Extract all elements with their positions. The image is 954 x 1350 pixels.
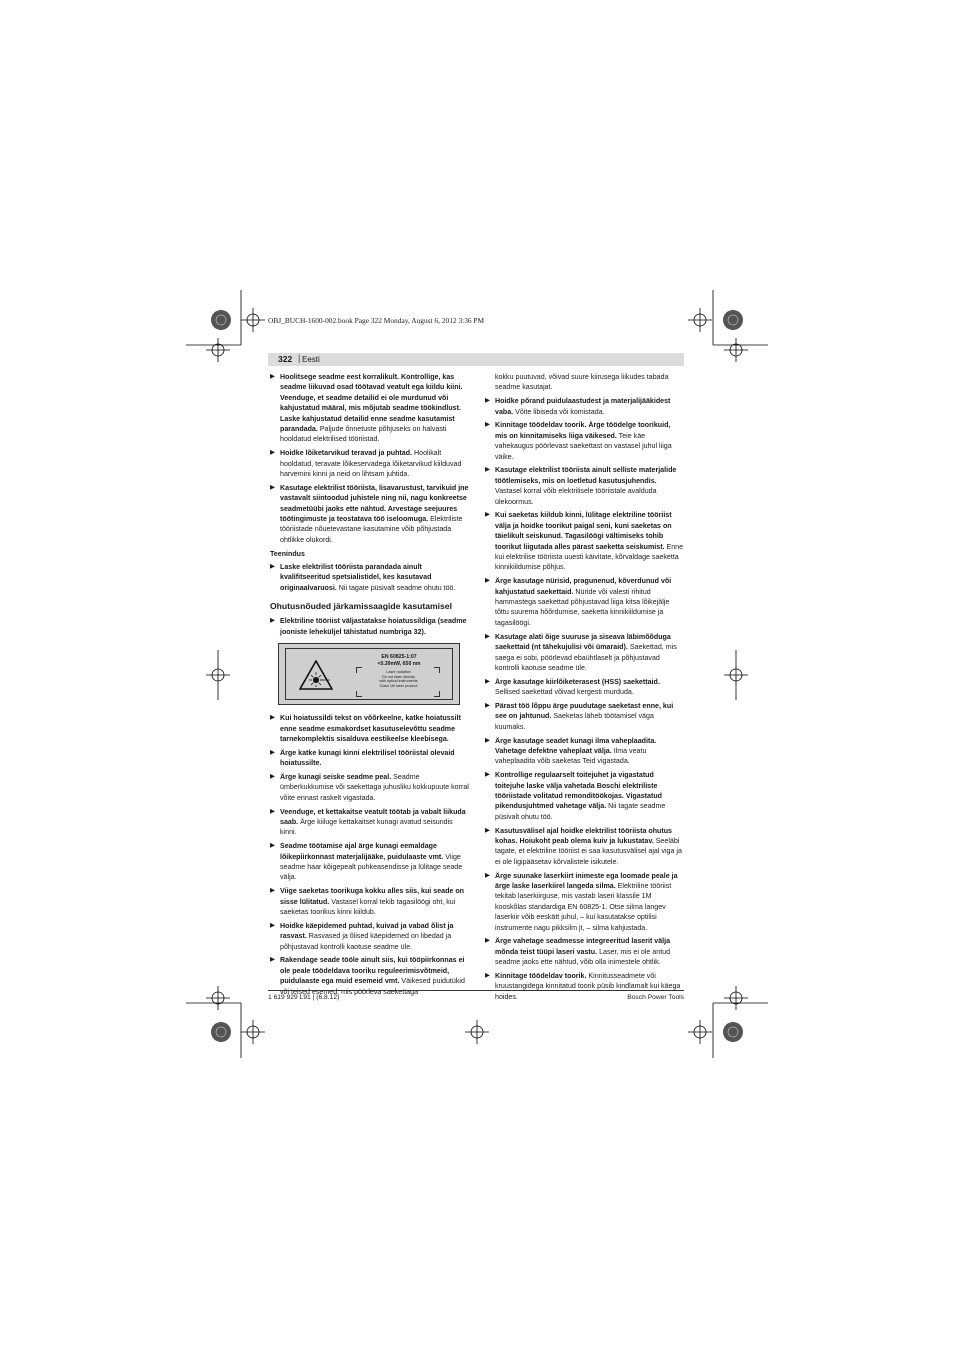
list-item: ▶ Kasutage elektrilist tööriista, lisavarustust, tarvikuid jne vastavalt siintoodud juhistele ning nii, nagu konkreetse seadmetüübi jaoks ette nähtud. Arvestage seejuures töötingimuste ja teostatava töö iseloomuga. Elektriliste tööriistade nõuetevastane kasutamine võib põhjustada ohtlikke olukordi. [270,483,469,544]
triangle-arrow-icon: ▶ [485,871,491,879]
list-item: ▶ Ärge katke kunagi kinni elektrilisel tööriistal olevaid hoiatussilte. [270,748,455,768]
triangle-arrow-icon: ▶ [270,842,276,850]
header-separator: | [298,353,301,363]
list-item: ▶ Ärge kasutage nürisid, pragunenud, kõverdunud või kahjustatud saekettaid. Nüride või valesti rihitud hammastega saekettad põhjustavad liiga kitsa lõikejälje tõttu suurema hõõrdumise, saeketta kinnikiildumise ja tagasilöögi. [485,577,672,627]
list-item: ▶ Kontrollige regulaarselt toitejuhet ja vigastatud toitejuhe laske välja vahetada Boschi elektriliste tööriistade volitatud remonditöökojas. Vigastatud pikendusjuhtmed vahetage välja. Nii tagate seadme püsivalt ohutu töö. [485,771,666,821]
right-column [485,372,684,1006]
triangle-arrow-icon: ▶ [485,466,491,474]
laser-label-warning-text: Laser radiation Do not stare directly with optical instruments Class 1M laser product [379,670,418,688]
safety-list-a [270,372,469,545]
print-slug: OBJ_BUCH-1600-002.book Page 322 Monday, August 6, 2012 3:36 PM [268,316,485,325]
list-item: ▶ Ärge suunake laserkiirt inimeste ega loomade peale ja ärge laske laserkiirel langeda silma. Elektriline tööriist tekitab laserkiirguse, mis vastab laseri klassile 1M kooskõlas standardiga EN 60825-1. Otse silma langev laserkiir võib eeskätt juhul, – kui kasutatakse optilisi instrumente nagu pikksilm jt, – silma kahjustada. [485,871,678,932]
triangle-arrow-icon: ▶ [485,397,491,405]
list-item: ▶ Ärge kasutage kiirlõiketerasest (HSS) saekettaid. Sellised saekettad võivad kergesti murduda. [485,677,660,697]
triangle-arrow-icon: ▶ [270,921,276,929]
triangle-arrow-icon: ▶ [485,771,491,779]
triangle-arrow-icon: ▶ [270,748,276,756]
triangle-arrow-icon: ▶ [270,956,276,964]
list-item: ▶ Pärast töö lõppu ärge puudutage saeketast enne, kui see on jahtunud. Saeketas läheb töötamisel väga kuumaks. [485,701,674,731]
list-item: ▶ Kasutage elektrilist tööriista ainult selliste materjalide töötlemiseks, mis on loetletud kasutusjuhendis. Vastasel korral võib elektrilisele tööriistale avalduda ülekoormus. [485,466,677,506]
list-item: ▶ Ärge vahetage seadmesse integreeritud laserit välja mõnda teist tüüpi laseri vastu. Laser, mis ei ole antud seadme jaoks ette nähtud, võib olla inimestele ohtlik. [485,937,671,967]
footer-rule [268,990,684,991]
list-item: ▶ Veenduge, et kettakaitse veatult töötab ja vabalt liikuda saab. Ärge kiiluge kettakaitset kunagi avatud seisundis kinni. [270,807,466,837]
continuation-text: kokku puutuvad, võivad suure kiirusega liikudes tabada seadme kasutajat. [495,373,669,392]
laser-warning-icon [299,660,333,690]
triangle-arrow-icon: ▶ [270,562,276,570]
triangle-arrow-icon: ▶ [485,511,491,519]
label-corner [434,691,440,697]
triangle-arrow-icon: ▶ [270,373,276,380]
left-column [270,372,469,1000]
safety-list-b [270,713,469,997]
list-item: ▶ Hoidke käepidemed puhtad, kuivad ja vabad õlist ja rasvast. Rasvased ja õlised käepidemed on libedad ja põhjustavad kontrolli kaotuse seadme üle. [270,921,454,951]
triangle-arrow-icon: ▶ [485,736,491,744]
list-item: ▶ Hoolitsege seadme eest korralikult. Kontrollige, kas seadme liikuvad osad töötavad veatult ega kiildu kiini. Veenduge, et seadme detailid ei ole murdunud või kahjustatud määral, mis mõjutab seadme töökindlust. Laske kahjustatud detailid enne seadme kasutamist parandada. Paljude õnnetuste põhjuseks on halvasti hooldatud elektrilised tööriistad. [270,373,463,444]
triangle-arrow-icon: ▶ [485,937,491,945]
triangle-arrow-icon: ▶ [270,449,276,457]
triangle-arrow-icon: ▶ [270,772,276,780]
triangle-arrow-icon: ▶ [485,421,491,429]
list-item: ▶ Viige saeketas toorikuga kokku alles siis, kui seade on sisse lülitatud. Vastasel korral tekib tagasilöögi oht, kui saeketas toorikus kinni kiildub. [270,887,464,916]
list-item: ▶ Elektriline tööriist väljastatakse hoiatussildiga (seadme jooniste leheküljel tähistatud numbriga 32). [270,617,467,636]
label-corner [356,691,362,697]
triangle-arrow-icon: ▶ [485,577,491,585]
triangle-arrow-icon: ▶ [270,714,276,722]
page-number: 322 [278,354,293,364]
list-item: ▶ Hoidke lõiketarvikud teravad ja puhtad. Hoolikalt hooldatud, teravate lõikeservadega lõiketarvikud kiilduvad harvemini kinni ja neid on lihtsam juhtida. [270,449,462,479]
triangle-arrow-icon: ▶ [485,972,491,979]
list-item: ▶ Kasutusvälisel ajal hoidke elektrilist tööriista ohutus kohas. Hoiukoht peab olema kuiv ja lukustatav. Seeläbi tagate, et elektriline tööriist ei saa kasutusvälisel ajal viga ja ei ole ligipääsetav kõrvalistele isikutele. [485,826,682,866]
page-header [268,353,684,366]
triangle-arrow-icon: ▶ [270,617,276,625]
triangle-arrow-icon: ▶ [270,483,276,491]
triangle-arrow-icon: ▶ [270,807,276,815]
triangle-arrow-icon: ▶ [485,632,491,640]
list-item: ▶ Kasutage alati õige suuruse ja siseava läbimõõduga saekettaid (nt tähekujulisi või ümaraid). Saekettad, mis saega ei sobi, pöörlevad ebaühtlaselt ja põhjustavad kontrolli kaotuse seadme üle. [485,632,677,672]
list-item: ▶ Kinnitage töödeldav toorik. Kinnitusseadmete või kruustangidega kinnitatud toorik püsib kindlamalt kui käega hoides. [485,972,681,1001]
list-item: ▶ Kui saeketas kiildub kinni, lülitage elektriline tööriist välja ja hoidke toorikut paigal seni, kuni saeketas on täielikult seiskunud. Tagasilöögi vältimiseks tohib toorikut liigutada alles pärast saeketta seiskumist. Enne kui elektrilise tööriista uuesti käivitate, kõrvaldage saeketta kinnikiildumise põhjus. [485,511,684,572]
teenindus-heading: Teenindus [270,550,305,559]
footer-doc-number: 1 619 929 L91 | (6.8.12) [268,994,340,1001]
laser-label-inner [285,648,453,700]
list-item: ▶ Seadme töötamise ajal ärge kunagi eemaldage lõikepiirkonnast materjalijääke, puidulaaste vmt. Viige seadme haar kõigepealt puhkeasendisse ja lülitage seade välja. [270,842,463,882]
list-item: ▶ Hoidke põrand puidulaastudest ja materjalijääkidest vaba. Võite libiseda või komistada. [485,397,671,416]
list-item: ▶ Rakendage seade tööle ainult siis, kui tööpiirkonnas ei ole peale töödeldava tooriku reguleerimisvõtmeid, puidulaaste ega muid esemeid vmt. Väikesed puidutükid või teised esemed, mis pöörleva saekettaga [270,956,465,996]
triangle-arrow-icon: ▶ [485,677,491,685]
header-language: Eesti [302,354,320,364]
list-item: ▶ Kui hoiatussildi tekst on võõrkeelne, katke hoiatussilt enne seadme esmakordset kasutuselevõttu seadme tarnekomplektis sisalduva eestikeelse kleebisega. [270,714,461,743]
laser-warning-label [278,643,460,705]
list-item: ▶ Laske elektrilist tööriista parandada ainult kvalifitseeritud spetsialistidel, kes kasutavad originaalvaruosi. Nii tagate püsivalt seadme ohutu töö. [270,562,456,592]
list-item: ▶ Ärge kunagi seiske seadme peal. Seadme ümberkukkumise või saekettaga juhusliku kokkupuute korral võite ennast raskelt vigastada. [270,772,469,802]
triangle-arrow-icon: ▶ [270,887,276,895]
footer-brand: Bosch Power Tools [627,994,684,1001]
triangle-arrow-icon: ▶ [485,826,491,834]
list-item: ▶ Ärge kasutage seadet kunagi ilma vaheplaadita. Vahetage defektne vaheplaat välja. Ilma veatu vaheplaadita võib saeketas Teid vigastada. [485,736,657,766]
laser-label-spec: EN 60825-1:07 <0.39mW, 650 nm [377,654,421,667]
section-heading: Ohutusnõuded järkamissaagide kasutamisel [270,600,452,611]
list-item: ▶ Kinnitage töödeldav toorik. Ärge töödelge toorikuid, mis on kinnitamiseks liiga väikesed. Teie käe vahekaugus pöörlevast saekettast on vastasel juhul liiga väike. [485,421,672,461]
safety-list-c [485,396,684,1002]
triangle-arrow-icon: ▶ [485,701,491,709]
